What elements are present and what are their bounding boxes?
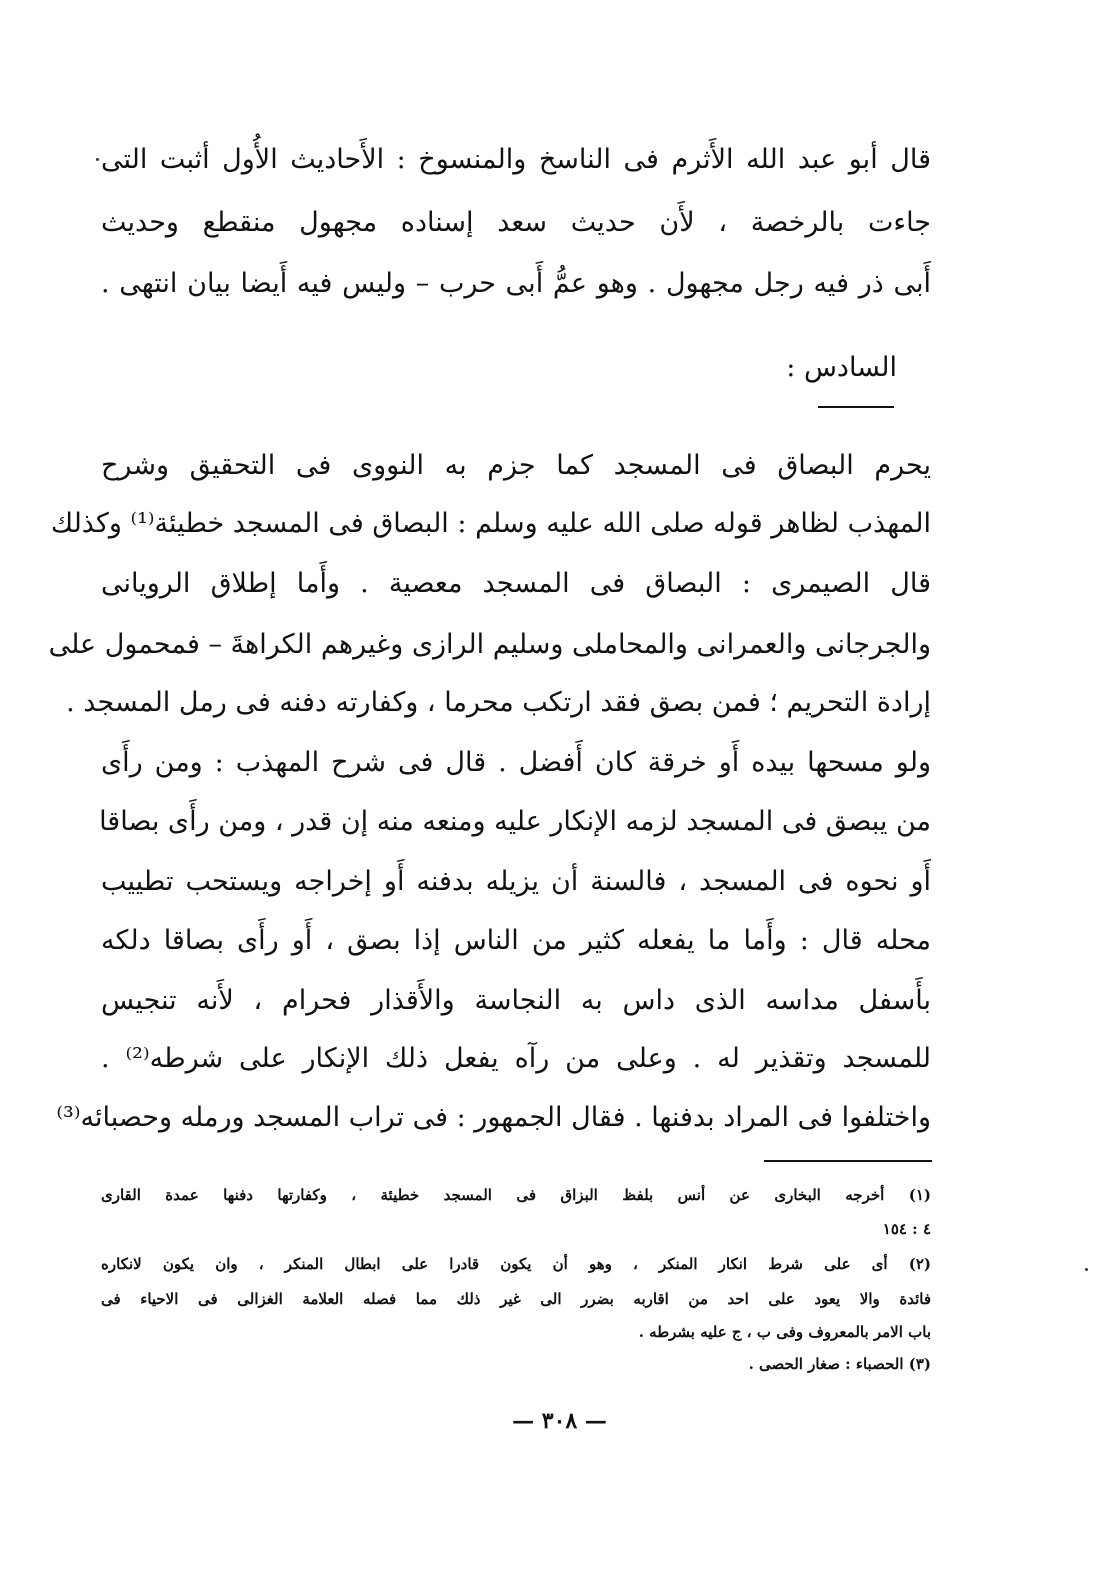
footnote-separator: [764, 1160, 932, 1162]
paragraph1-line-1: قال أبو عبد الله الأَثرم فى الناسخ والمنسوخ : الأَحاديث الأُول أثبت التى: [101, 144, 931, 175]
section-heading-underline: [818, 406, 894, 408]
page-number: — ٣٠٨ —: [512, 1408, 607, 1434]
paragraph2-line-5: إرادة التحريم ؛ فمن بصق فقد ارتكب محرما ، وكفارته دفنه فى رمل المسجد .: [66, 687, 931, 718]
paragraph2-line-2: المهذب لظاهر قوله صلى الله عليه وسلم : البصاق فى المسجد خطيئة⁽¹⁾ وكذلك: [50, 508, 931, 539]
paragraph2-line-10: بأَسفل مداسه الذى داس به النجاسة والأَقذار فحرام ، لأَنه تنجيس: [101, 985, 931, 1016]
footnote-2-line-3: باب الامر بالمعروف وفى ب ، ج عليه بشرطه .: [638, 1323, 931, 1341]
footnote-3-line-1: (٣) الحصباء : صغار الحصى .: [748, 1355, 931, 1373]
footnote-1-line-1: (١) أخرجه البخارى عن أنس بلفظ البزاق فى المسجد خطيئة ، وكفارتها دفنها عمدة القارى: [101, 1186, 931, 1204]
scan-speck: [1085, 1268, 1088, 1271]
paragraph2-line-11: للمسجد وتقذير له . وعلى من رآه يفعل ذلك الإنكار على شرطه⁽²⁾ .: [101, 1043, 932, 1074]
footnote-1-line-2: ٤ : ١٥٤: [882, 1220, 931, 1238]
scan-speck: [96, 158, 99, 161]
paragraph2-line-1: يحرم البصاق فى المسجد كما جزم به النووى فى التحقيق وشرح: [101, 450, 931, 481]
paragraph2-line-12: واختلفوا فى المراد بدفنها . فقال الجمهور : فى تراب المسجد ورمله وحصبائه⁽³⁾: [56, 1102, 931, 1133]
paragraph2-line-3: قال الصيمرى : البصاق فى المسجد معصية . وأَما إطلاق الرويانى: [101, 568, 931, 599]
paragraph1-line-2: جاءت بالرخصة ، لأَن حديث سعد إسناده مجهول منقطع وحديث: [101, 207, 931, 238]
paragraph2-line-4: والجرجانى والعمرانى والمحاملى وسليم الرازى وغيرهم الكراهةَ – فمحمول على: [48, 629, 931, 660]
paragraph2-line-6: ولو مسحها بيده أَو خرقة كان أَفضل . قال فى شرح المهذب : ومن رأَى: [101, 747, 931, 778]
footnote-2-line-1: (٢) أى على شرط انكار المنكر ، وهو أن يكون قادرا على ابطال المنكر ، وان يكون لانكاره: [101, 1255, 931, 1273]
section-heading: السادس :: [786, 352, 897, 383]
paragraph1-line-3: أَبى ذر فيه رجل مجهول . وهو عمُّ أَبى حرب – وليس فيه أَيضا بيان انتهى .: [101, 268, 931, 299]
paragraph2-line-8: أَو نحوه فى المسجد ، فالسنة أن يزيله بدفنه أَو إخراجه ويستحب تطييب: [101, 866, 931, 897]
footnote-2-line-2: فائدة والا يعود على احد من اقاربه بضرر الى غير ذلك مما فصله العلامة الغزالى فى الاحياء فى: [101, 1290, 931, 1308]
paragraph2-line-9: محله قال : وأَما ما يفعله كثير من الناس إذا بصق ، أَو رأَى بصاقا دلكه: [101, 925, 931, 956]
paragraph2-line-7: من يبصق فى المسجد لزمه الإنكار عليه ومنعه منه إن قدر ، ومن رأَى بصاقا: [99, 806, 931, 837]
